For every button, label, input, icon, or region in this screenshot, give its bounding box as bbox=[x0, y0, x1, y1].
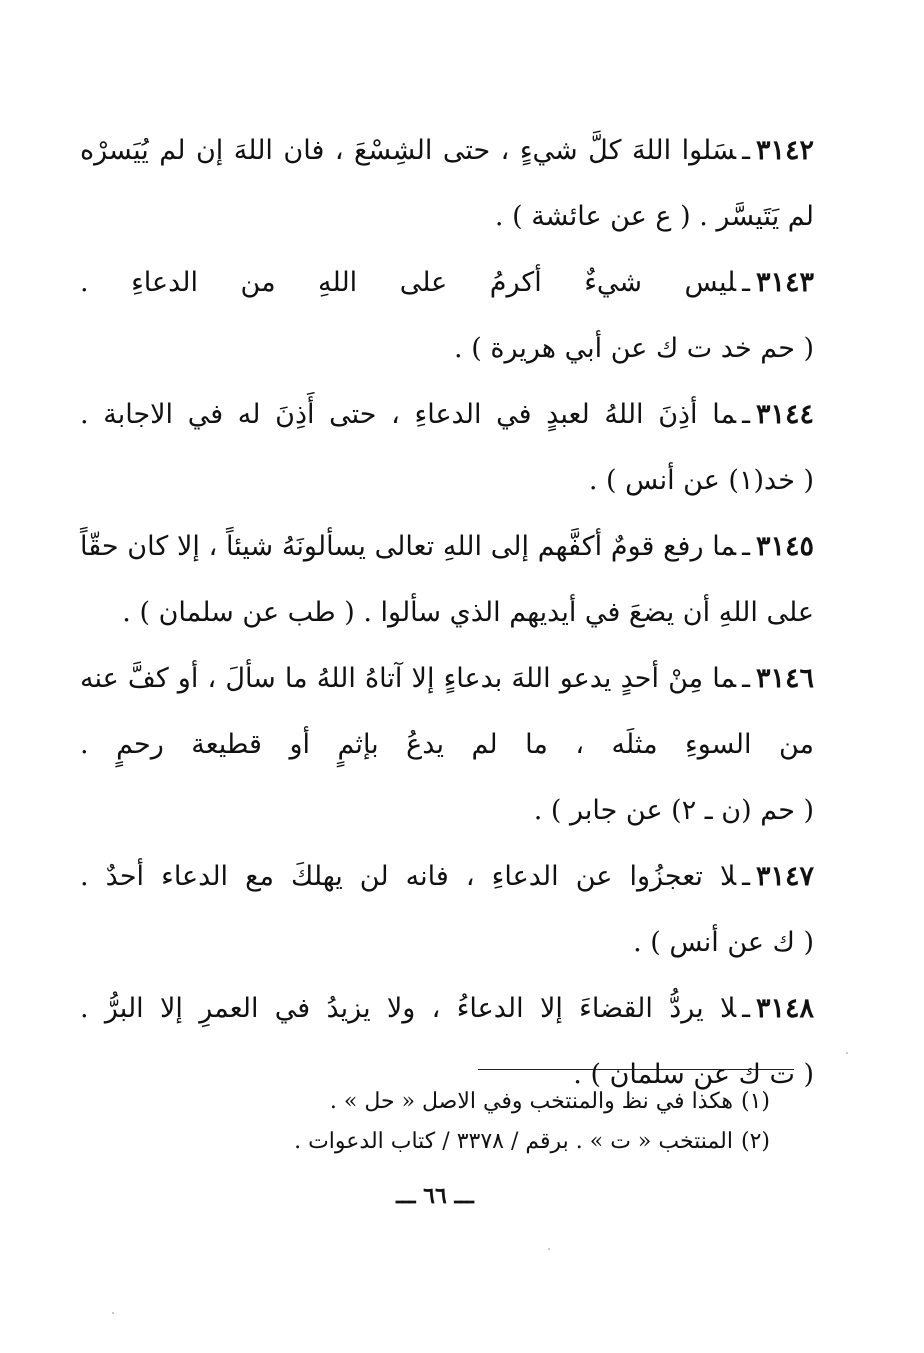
hadith-source: ( حم (ن ـ ٢) عن جابر ) . bbox=[533, 795, 814, 826]
footnote bbox=[150, 1122, 770, 1162]
hadith-source: ( ت ك عن سلمان ) . bbox=[573, 1059, 814, 1090]
footnotes bbox=[150, 1082, 770, 1162]
hadith-source: ( حم خد ت ك عن أبي هريرة ) . bbox=[454, 333, 814, 364]
scan-speck bbox=[846, 1052, 848, 1054]
hadith-entry bbox=[80, 646, 814, 844]
hadith-text: لا تعجزُوا عن الدعاءِ ، فانه لن يهلكَ مع الدعاء أحدٌ . bbox=[80, 861, 737, 892]
hadith-source: ( ع عن عائشة ) . bbox=[494, 201, 691, 232]
number-separator: ـ bbox=[742, 399, 750, 430]
hadith-list bbox=[80, 118, 814, 1108]
hadith-text: لا يردُّ القضاءَ إلا الدعاءُ ، ولا يزيدُ في العمرِ إلا البرُّ . bbox=[80, 993, 737, 1024]
hadith-text: ليس شيءٌ أكرمُ على اللهِ من الدعاءِ . bbox=[80, 267, 737, 298]
hadith-number: ٣١٤٧ bbox=[755, 861, 814, 892]
footnote-rule bbox=[478, 1069, 794, 1070]
scan-speck bbox=[112, 1312, 114, 1314]
hadith-number: ٣١٤٤ bbox=[755, 399, 814, 430]
number-separator: ـ bbox=[742, 993, 750, 1024]
hadith-entry bbox=[80, 844, 814, 976]
number-separator: ـ bbox=[742, 861, 750, 892]
hadith-text: ما مِنْ أحدٍ يدعو اللهَ بدعاءٍ إلا آتاهُ اللهُ ما سألَ ، أو كفَّ عنه من السوءِ مثلَه ، ما لم يدعُ بإثمٍ أو قطيعة رحمٍ . bbox=[80, 663, 814, 760]
hadith-entry bbox=[80, 250, 814, 382]
hadith-entry bbox=[80, 382, 814, 514]
hadith-number: ٣١٤٥ bbox=[755, 531, 814, 562]
footnote-mark: (٢) bbox=[740, 1129, 770, 1154]
hadith-number: ٣١٤٣ bbox=[755, 267, 814, 298]
hadith-source: ( ك عن أنس ) . bbox=[633, 927, 814, 958]
hadith-text: ما رفع قومٌ أكفَّهم إلى اللهِ تعالى يسألونَهُ شيئاً ، إلا كان حقّاً على اللهِ أن يضعَ في أيديهم الذي سألوا . bbox=[80, 531, 814, 628]
number-separator: ـ bbox=[742, 135, 750, 166]
scan-speck bbox=[548, 1248, 550, 1250]
hadith-text: سَلوا اللهَ كلَّ شيءٍ ، حتى الشِسْعَ ، فان اللهَ إن لم يُيَسرْه لم يَتَيسَّر . bbox=[80, 135, 814, 232]
number-separator: ـ bbox=[742, 531, 750, 562]
hadith-source: ( طب عن سلمان ) . bbox=[122, 597, 355, 628]
footnote-text: المنتخب « ت » . برقم / ٣٣٧٨ / كتاب الدعوات . bbox=[294, 1129, 733, 1154]
page-number: ـــ ٦٦ ـــ bbox=[396, 1183, 474, 1209]
hadith-entry bbox=[80, 514, 814, 646]
hadith-number: ٣١٤٦ bbox=[755, 663, 814, 694]
hadith-text: ما أذِنَ اللهُ لعبدٍ في الدعاءِ ، حتى أَذِنَ له في الاجابة . bbox=[80, 399, 737, 430]
footnote bbox=[150, 1082, 770, 1122]
number-separator: ـ bbox=[742, 663, 750, 694]
hadith-number: ٣١٤٢ bbox=[755, 135, 814, 166]
hadith-source: ( خد(١) عن أنس ) . bbox=[588, 465, 814, 496]
footnote-text: هكذا في نظ والمنتخب وفي الاصل « حل » . bbox=[329, 1089, 733, 1114]
hadith-number: ٣١٤٨ bbox=[755, 993, 814, 1024]
footnote-mark: (١) bbox=[740, 1089, 770, 1114]
number-separator: ـ bbox=[742, 267, 750, 298]
hadith-entry bbox=[80, 118, 814, 250]
